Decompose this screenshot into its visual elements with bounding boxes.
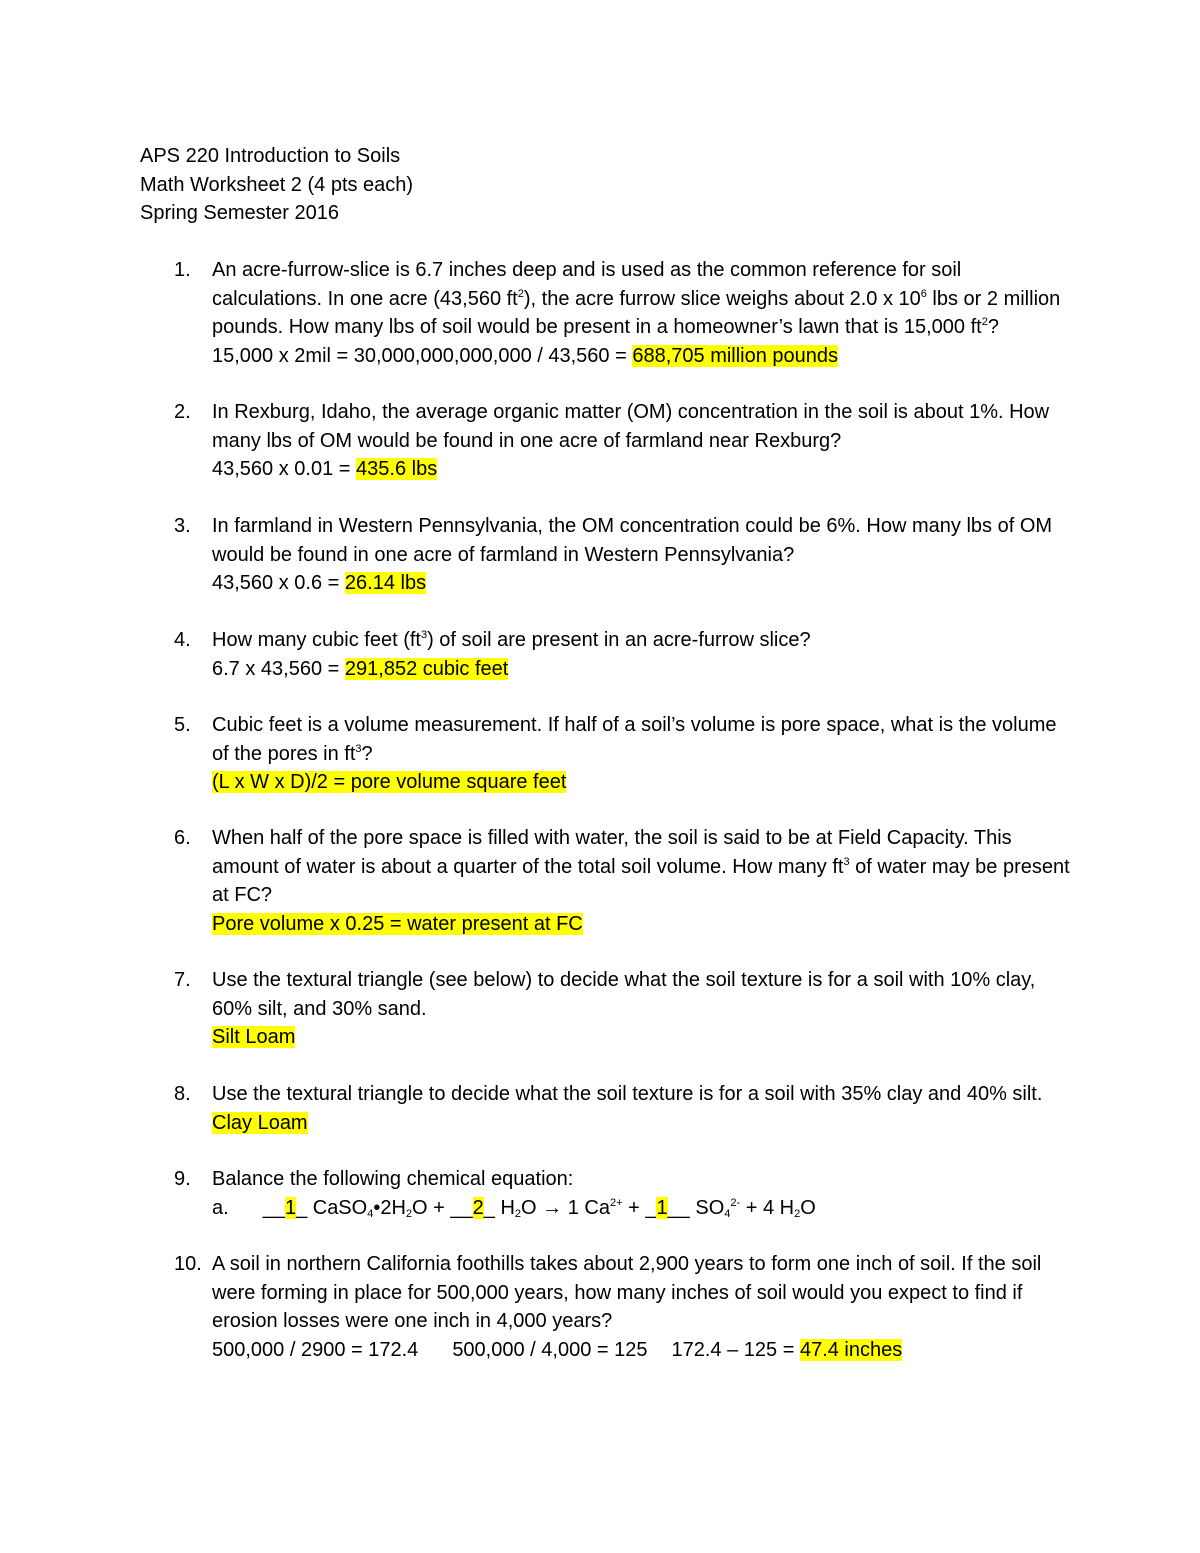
question-number: 7. [174, 969, 191, 991]
highlighted-answer: Pore volume x 0.25 = water present at FC [212, 912, 583, 935]
question-text: A soil in northern California foothills takes about 2,900 years to form one inch of soil. If the soil were forming in place for 500,000 years, how many inches of soil would you expect to find if erosion losses were one inch in 4,000 years? [212, 1253, 1042, 1332]
question-text: Balance the following chemical equation: [212, 1168, 574, 1190]
work-line: 15,000 x 2mil = 30,000,000,000,000 / 43,560 = 688,705 million pounds [212, 344, 839, 367]
question-number: 10. [174, 1253, 202, 1275]
question-text: Use the textural triangle (see below) to decide what the soil texture is for a soil with 10% clay, 60% silt, and 30% sand. [212, 969, 1036, 1020]
question-2 [174, 398, 1074, 484]
coefficient-answer: 2 [472, 1196, 484, 1219]
work-line: 43,560 x 0.01 = 435.6 lbs [212, 458, 438, 480]
question-text: In Rexburg, Idaho, the average organic matter (OM) concentration in the soil is about 1%. How many lbs of OM would be found in one acre of farmland near Rexburg? [212, 401, 1050, 452]
question-number: 8. [174, 1083, 191, 1105]
answer-line [212, 1023, 1074, 1052]
semester-label: Spring Semester 2016 [140, 202, 340, 224]
work-line: 43,560 x 0.6 = 26.14 lbs [212, 572, 427, 594]
answer-line [212, 768, 1074, 797]
highlighted-answer: 26.14 lbs [344, 572, 427, 594]
highlighted-answer: 435.6 lbs [356, 458, 438, 480]
course-title: APS 220 Introduction to Soils [140, 145, 401, 167]
question-number: 6. [174, 827, 191, 849]
highlighted-answer: (L x W x D)/2 = pore volume square feet [212, 771, 567, 793]
coefficient-answer: 1 [656, 1196, 668, 1219]
question-7 [174, 966, 1074, 1052]
answer-line [212, 910, 1074, 939]
highlighted-answer: 47.4 inches [799, 1338, 903, 1361]
question-number: 5. [174, 714, 191, 736]
question-1 [174, 256, 1074, 370]
work-line: 6.7 x 43,560 = 291,852 cubic feet [212, 657, 509, 680]
question-4 [174, 626, 1074, 683]
document-header [140, 142, 413, 228]
question-number: 1. [174, 259, 191, 281]
question-number: 3. [174, 515, 191, 537]
answer-line [212, 1109, 1074, 1138]
question-text: Cubic feet is a volume measurement. If half of a soil’s volume is pore space, what is the volume of the pores in $ft^3$? [212, 714, 1057, 765]
question-9 [174, 1165, 1074, 1222]
chemical-equation: a. __1_ $CaSO_4•2H_2O$ + __2_ $H_2O \to 1$ $Ca^{2+}$ + _1__ $SO_4^{2-} + 4$ $H_2O$ [212, 1196, 816, 1220]
question-8 [174, 1080, 1074, 1137]
question-6 [174, 824, 1074, 938]
worksheet-title: Math Worksheet 2 (4 pts each) [140, 173, 414, 196]
arrow-icon: → [542, 1196, 563, 1219]
highlighted-answer: Silt Loam [212, 1026, 296, 1048]
question-3 [174, 512, 1074, 598]
question-text: In farmland in Western Pennsylvania, the OM concentration could be 6%. How many lbs of OM would be found in one acre of farmland in Western Pennsylvania? [212, 515, 1053, 566]
highlighted-answer: 291,852 cubic feet [344, 657, 509, 680]
question-text: An acre-furrow-slice is 6.7 inches deep and is used as the common reference for soil calculations. In one acre (43,560 $ft^2$), the acre furrow slice weighs about 2.0 x $10^6$ lbs or 2 million pounds. How many lbs of soil would be present in a homeowner’s lawn that is 15,000 $ft^2$? [212, 259, 1061, 338]
question-10 [174, 1250, 1074, 1364]
sub-item-label: a. [212, 1196, 229, 1219]
question-text: Use the textural triangle to decide what the soil texture is for a soil with 35% clay and 40% silt. [212, 1083, 1043, 1105]
question-number: 9. [174, 1168, 191, 1190]
coefficient-answer: 1 [284, 1196, 297, 1219]
highlighted-answer: 688,705 million pounds [632, 344, 839, 367]
work-line: 500,000 / 2900 = 172.4 500,000 / 4,000 = 125 172.4 – 125 = 47.4 inches [212, 1338, 903, 1361]
highlighted-answer: Clay Loam [212, 1111, 308, 1134]
question-number: 4. [174, 629, 191, 651]
question-number: 2. [174, 401, 191, 423]
question-5 [174, 711, 1074, 797]
question-text: How many cubic feet $(ft^3)$ of soil are present in an acre-furrow slice? [212, 629, 811, 651]
question-text: When half of the pore space is filled with water, the soil is said to be at Field Capacity. This amount of water is about a quarter of the total soil volume. How many $ft^3$ of water may be present at FC? [212, 827, 1070, 906]
